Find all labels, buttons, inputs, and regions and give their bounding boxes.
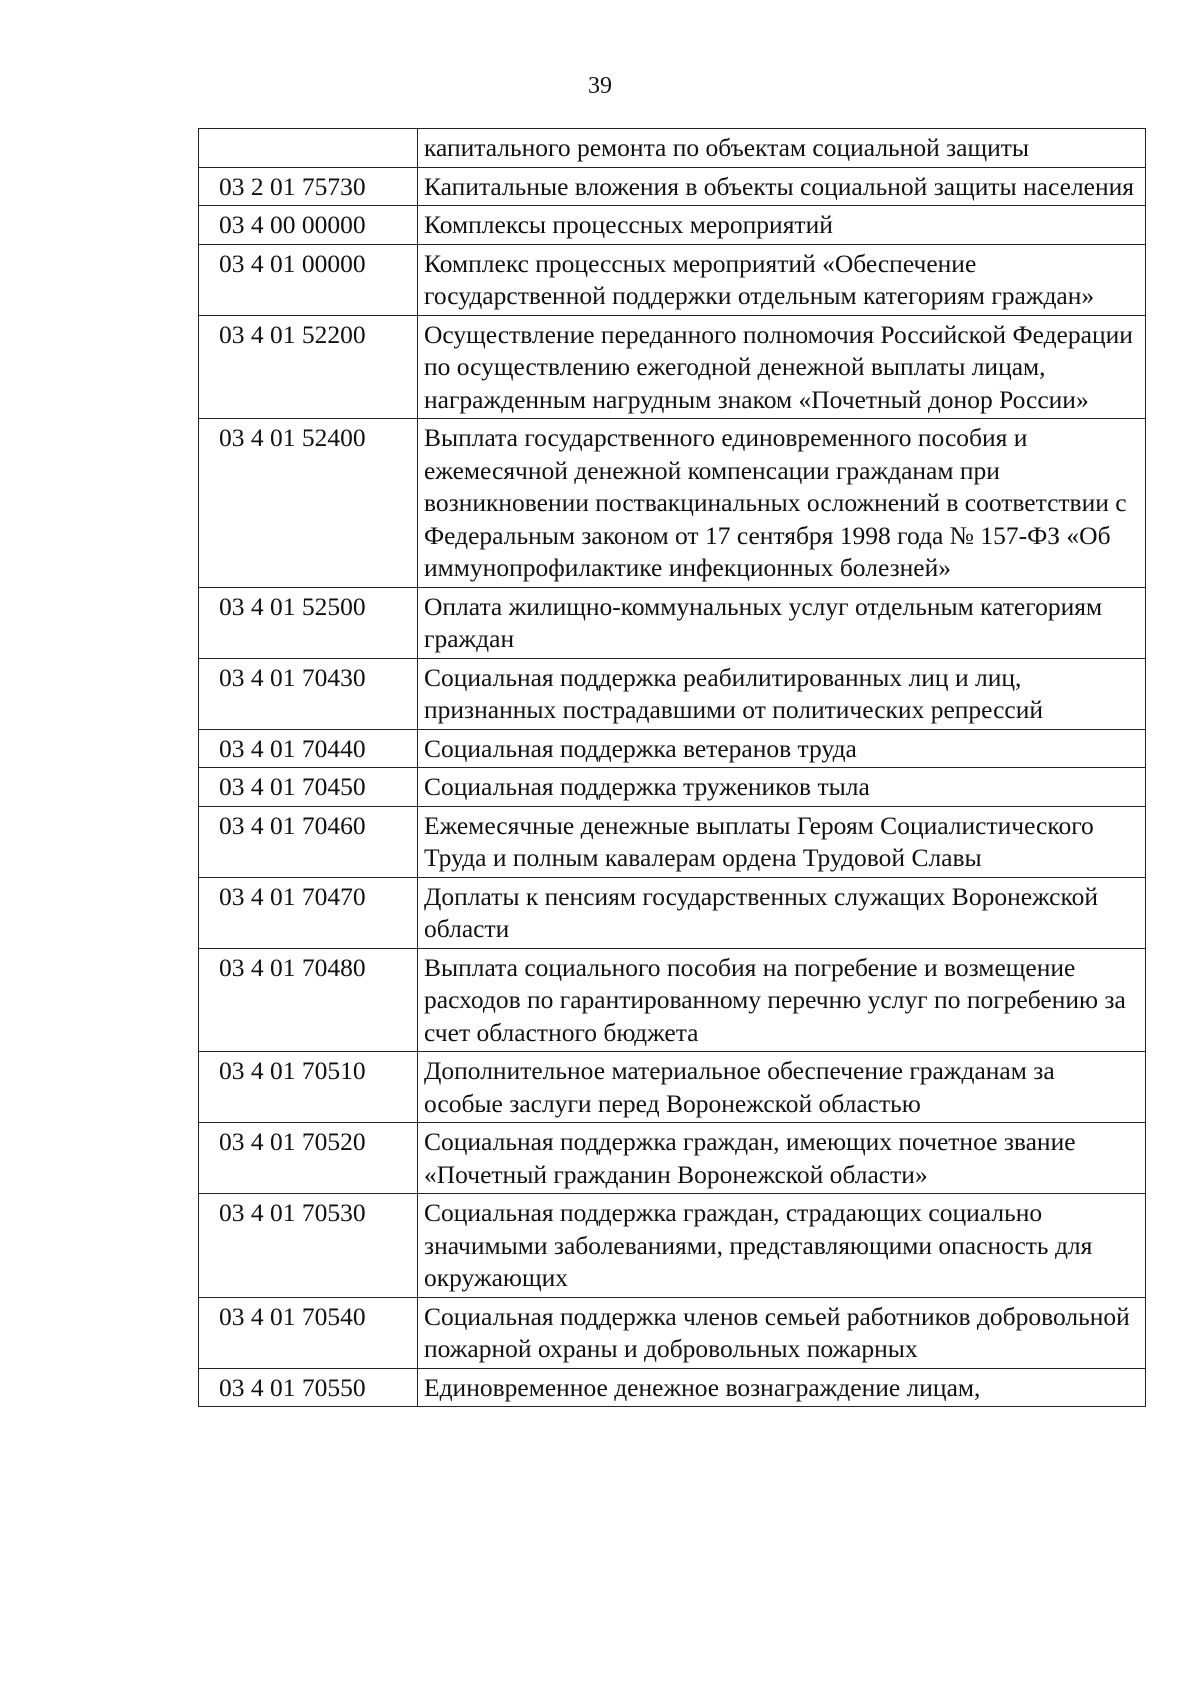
table-row xyxy=(199,129,1146,168)
table-row xyxy=(199,877,1146,948)
row-code: 03 4 01 00000 xyxy=(199,244,418,315)
table-row xyxy=(199,1297,1146,1368)
table-row xyxy=(199,806,1146,877)
table-row xyxy=(199,768,1146,807)
table-row xyxy=(199,315,1146,419)
row-code: 03 4 01 70450 xyxy=(199,768,418,807)
table-row xyxy=(199,948,1146,1052)
row-code: 03 4 01 70510 xyxy=(199,1052,418,1123)
table-row xyxy=(199,1194,1146,1298)
table-row xyxy=(199,1052,1146,1123)
row-name: Комплексы процессных мероприятий xyxy=(418,206,1146,245)
table-row xyxy=(199,1123,1146,1194)
row-code: 03 4 01 70540 xyxy=(199,1297,418,1368)
table-row xyxy=(199,244,1146,315)
row-code xyxy=(199,129,418,168)
row-name: Социальная поддержка членов семьей работников добровольной пожарной охраны и добровольных пожарных xyxy=(418,1297,1146,1368)
row-code: 03 4 01 70470 xyxy=(199,877,418,948)
row-code: 03 4 01 70520 xyxy=(199,1123,418,1194)
row-name: Социальная поддержка граждан, страдающих социально значимыми заболеваниями, представляющими опасность для окружающих xyxy=(418,1194,1146,1298)
row-code: 03 4 01 52500 xyxy=(199,587,418,658)
table-row xyxy=(199,419,1146,588)
budget-code-table-body xyxy=(199,129,1146,1407)
row-code: 03 4 01 70460 xyxy=(199,806,418,877)
row-name: Осуществление переданного полномочия Российской Федерации по осуществлению ежегодной денежной выплаты лицам, награжденным нагрудным знаком «Почетный донор России» xyxy=(418,315,1146,419)
row-name: Оплата жилищно-коммунальных услуг отдельным категориям граждан xyxy=(418,587,1146,658)
table-row xyxy=(199,729,1146,768)
row-code: 03 4 01 70440 xyxy=(199,729,418,768)
table-row xyxy=(199,167,1146,206)
row-name: капитального ремонта по объектам социальной защиты xyxy=(418,129,1146,168)
table-row xyxy=(199,1368,1146,1407)
row-name: Ежемесячные денежные выплаты Героям Социалистического Труда и полным кавалерам ордена Трудовой Славы xyxy=(418,806,1146,877)
row-code: 03 4 00 00000 xyxy=(199,206,418,245)
row-name: Социальная поддержка граждан, имеющих почетное звание «Почетный гражданин Воронежской области» xyxy=(418,1123,1146,1194)
row-name: Доплаты к пенсиям государственных служащих Воронежской области xyxy=(418,877,1146,948)
row-name: Выплата государственного единовременного пособия и ежемесячной денежной компенсации гражданам при возникновении поствакцинальных осложнений в соответствии с Федеральным законом от 17 сентября 1998 года № 157-ФЗ «Об иммунопрофилактике инфекционных болезней» xyxy=(418,419,1146,588)
row-code: 03 2 01 75730 xyxy=(199,167,418,206)
table-row xyxy=(199,587,1146,658)
row-name: Единовременное денежное вознаграждение лицам, xyxy=(418,1368,1146,1407)
row-code: 03 4 01 70480 xyxy=(199,948,418,1052)
page-number: 39 xyxy=(588,73,612,99)
row-name: Комплекс процессных мероприятий «Обеспечение государственной поддержки отдельным категориям граждан» xyxy=(418,244,1146,315)
row-code: 03 4 01 70530 xyxy=(199,1194,418,1298)
row-name: Социальная поддержка тружеников тыла xyxy=(418,768,1146,807)
row-code: 03 4 01 70550 xyxy=(199,1368,418,1407)
row-name: Дополнительное материальное обеспечение гражданам за особые заслуги перед Воронежской областью xyxy=(418,1052,1146,1123)
row-name: Социальная поддержка реабилитированных лиц и лиц, признанных пострадавшими от политических репрессий xyxy=(418,658,1146,729)
row-name: Выплата социального пособия на погребение и возмещение расходов по гарантированному перечню услуг по погребению за счет областного бюджета xyxy=(418,948,1146,1052)
row-code: 03 4 01 52400 xyxy=(199,419,418,588)
row-name: Капитальные вложения в объекты социальной защиты населения xyxy=(418,167,1146,206)
budget-code-table xyxy=(198,128,1146,1407)
table-row xyxy=(199,658,1146,729)
row-name: Социальная поддержка ветеранов труда xyxy=(418,729,1146,768)
table-row xyxy=(199,206,1146,245)
row-code: 03 4 01 52200 xyxy=(199,315,418,419)
row-code: 03 4 01 70430 xyxy=(199,658,418,729)
